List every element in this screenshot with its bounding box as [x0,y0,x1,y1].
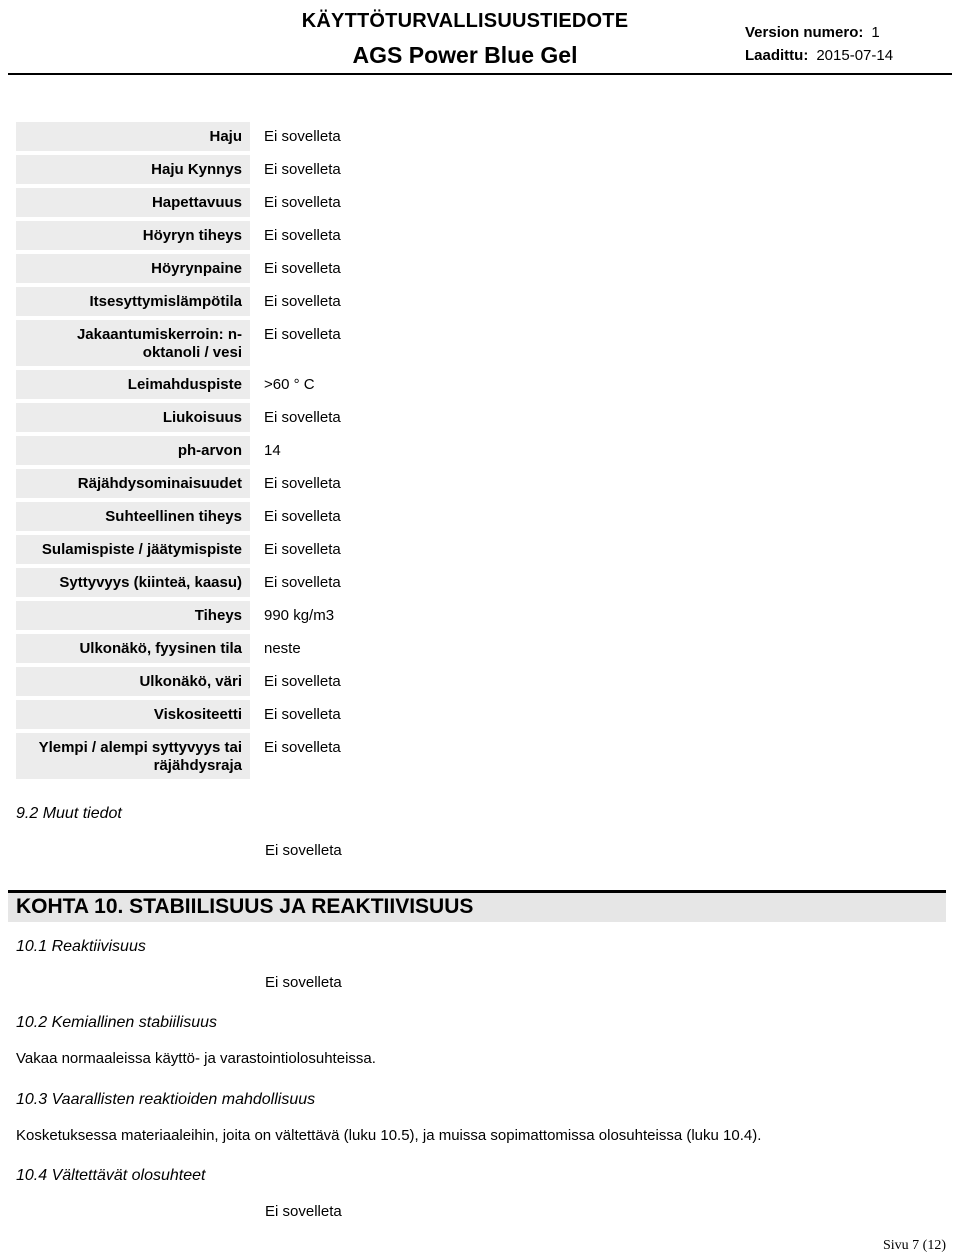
subsection-10-2-text: Vakaa normaaleissa käyttö- ja varastointiolosuhteissa. [16,1050,376,1067]
property-row [16,535,616,564]
version-label: Version numero: [745,24,864,41]
property-value: Ei sovelleta [264,260,341,277]
property-row [16,403,616,432]
subsection-10-4-title: 10.4 Vältettävät olosuhteet [16,1167,206,1184]
property-row [16,436,616,465]
property-value: Ei sovelleta [264,739,341,756]
property-row [16,221,616,250]
subsection-9-2-title: 9.2 Muut tiedot [16,805,122,822]
property-row [16,122,616,151]
property-row [16,667,616,696]
property-row [16,733,616,779]
subsection-10-1-title: 10.1 Reaktiivisuus [16,938,146,955]
property-row [16,287,616,316]
page-number: Sivu 7 (12) [883,1238,946,1253]
property-label: Suhteellinen tiheys [16,502,250,531]
property-row [16,188,616,217]
subsection-10-2-title: 10.2 Kemiallinen stabiilisuus [16,1014,217,1031]
property-value: Ei sovelleta [264,409,341,426]
property-value: Ei sovelleta [264,706,341,723]
property-value: neste [264,640,301,657]
property-label: Ylempi / alempi syttyvyys tai räjähdysraja [16,733,250,779]
property-label: Jakaantumiskerroin: n-oktanoli / vesi [16,320,250,366]
property-value: Ei sovelleta [264,293,341,310]
section-10-heading: KOHTA 10. STABIILISUUS JA REAKTIIVISUUS [8,890,946,922]
subsection-10-3-text: Kosketuksessa materiaaleihin, joita on vältettävä (luku 10.5), ja muissa sopimattomissa olosuhteissa (luku 10.4). [16,1127,762,1144]
property-value: Ei sovelleta [264,161,341,178]
date-value: 2015-07-14 [816,47,894,64]
property-label: Haju Kynnys [16,155,250,184]
property-label: Hapettavuus [16,188,250,217]
version-value: 1 [871,24,880,41]
product-name: AGS Power Blue Gel [352,42,578,68]
property-label: Räjähdysominaisuudet [16,469,250,498]
property-value: >60 ° C [264,376,315,393]
property-label: Sulamispiste / jäätymispiste [16,535,250,564]
date-row [745,45,893,67]
property-label: Höyryn tiheys [16,221,250,250]
property-label: Ulkonäkö, fyysinen tila [16,634,250,663]
property-row [16,155,616,184]
property-value: Ei sovelleta [264,194,341,211]
document-meta [745,22,893,67]
property-label: Viskositeetti [16,700,250,729]
subsection-10-1-value: Ei sovelleta [265,974,342,991]
property-value: 14 [264,442,281,459]
property-value: Ei sovelleta [264,574,341,591]
subsection-9-2-value: Ei sovelleta [265,842,342,859]
subsection-10-4-value: Ei sovelleta [265,1203,342,1220]
property-row [16,568,616,597]
date-label: Laadittu: [745,47,809,64]
property-row [16,502,616,531]
property-label: Itsesyttymislämpötila [16,287,250,316]
property-label: Ulkonäkö, väri [16,667,250,696]
property-row [16,700,616,729]
property-label: ph-arvon [16,436,250,465]
property-value: Ei sovelleta [264,508,341,525]
subsection-10-3-title: 10.3 Vaarallisten reaktioiden mahdollisuus [16,1091,316,1108]
property-value: Ei sovelleta [264,326,341,343]
property-value: Ei sovelleta [264,541,341,558]
document-header [300,10,630,69]
properties-table [16,122,616,783]
property-label: Höyrynpaine [16,254,250,283]
property-row [16,634,616,663]
property-row [16,320,616,366]
property-label: Tiheys [16,601,250,630]
property-value: Ei sovelleta [264,227,341,244]
property-value: Ei sovelleta [264,475,341,492]
property-value: 990 kg/m3 [264,607,335,624]
property-row [16,254,616,283]
property-value: Ei sovelleta [264,128,341,145]
property-value: Ei sovelleta [264,673,341,690]
document-title: KÄYTTÖTURVALLISUUSTIEDOTE [301,10,629,32]
property-row [16,601,616,630]
property-label: Leimahduspiste [16,370,250,399]
property-label: Syttyvyys (kiinteä, kaasu) [16,568,250,597]
property-row [16,370,616,399]
version-row [745,22,893,44]
header-divider [8,73,952,75]
property-label: Haju [16,122,250,151]
property-row [16,469,616,498]
property-label: Liukoisuus [16,403,250,432]
